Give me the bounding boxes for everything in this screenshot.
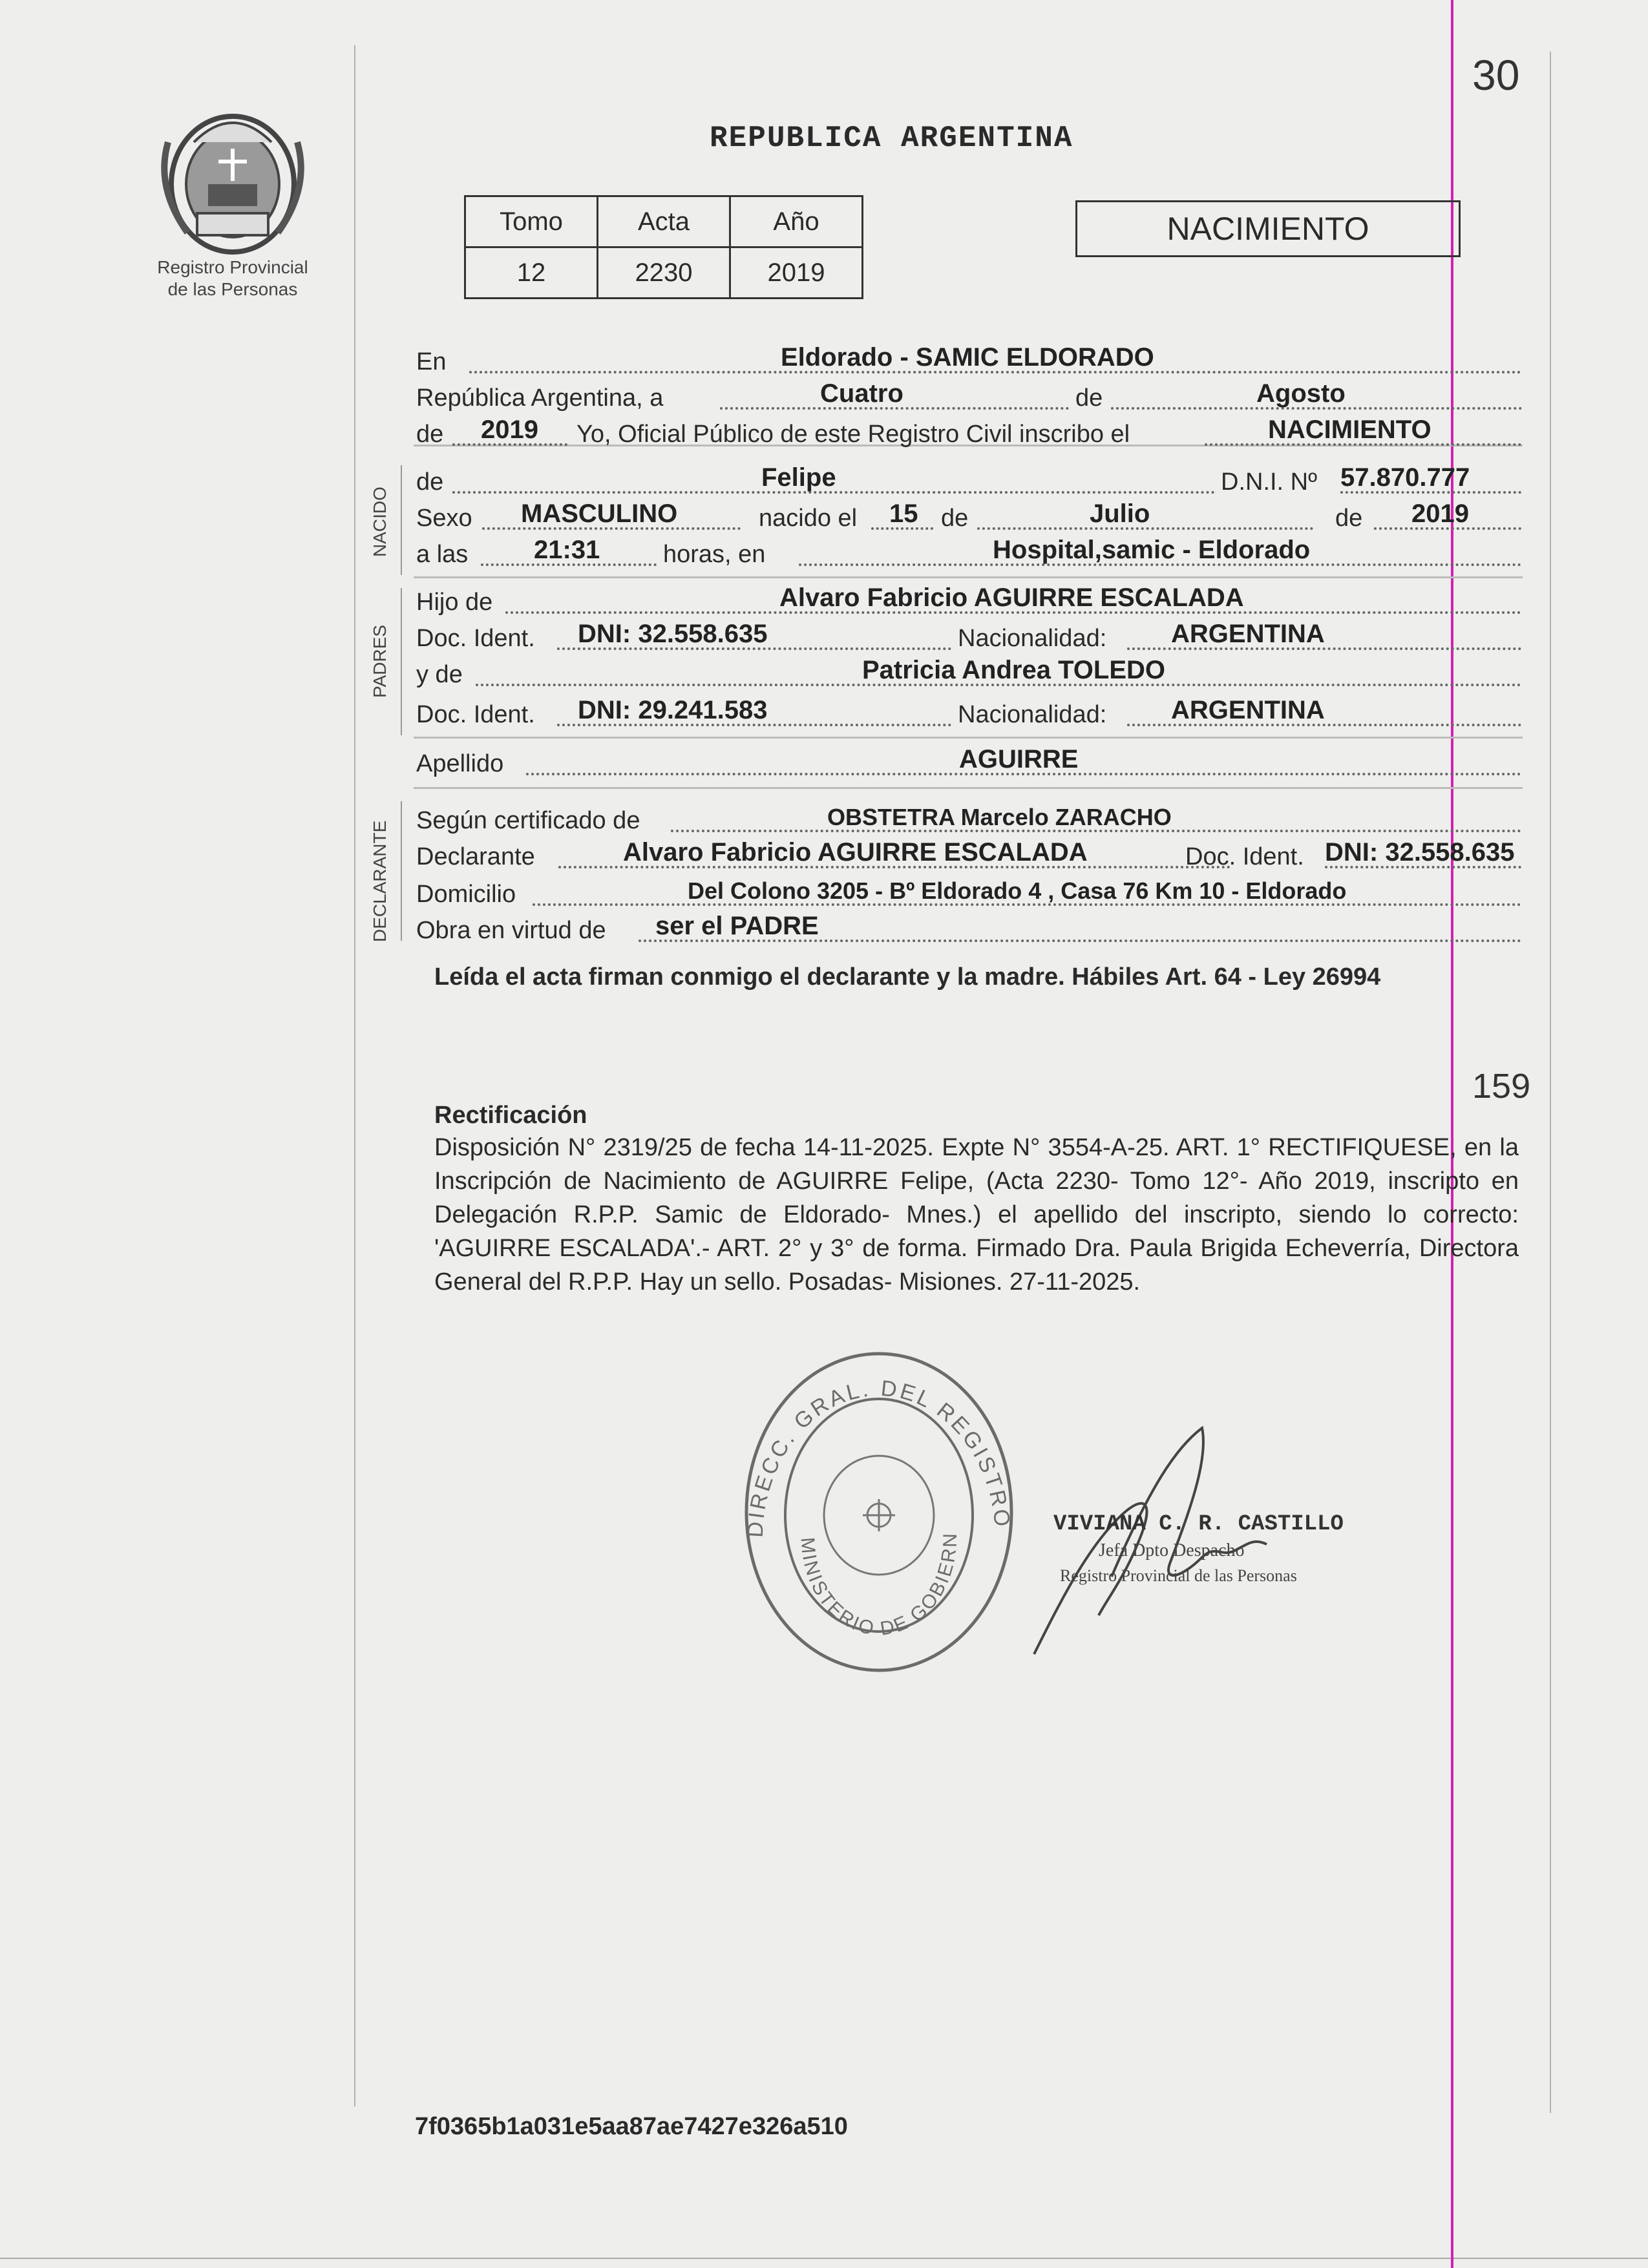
acta-header: Acta (598, 196, 730, 247)
de2-label: de (416, 421, 444, 448)
birth-time: 21:31 (534, 536, 600, 564)
row-republica (416, 379, 1523, 415)
signatory-role: Jefa Dpto Despacho (1099, 1540, 1245, 1560)
de4-label: de (941, 505, 969, 532)
registration-year: 2019 (481, 415, 538, 444)
logo-caption-2: de las Personas (167, 279, 298, 299)
handwritten-signature-icon (1008, 1409, 1370, 1667)
row-obra (416, 911, 1523, 947)
mother-nat-label: Nacionalidad: (958, 701, 1107, 728)
birth-year: 2019 (1411, 499, 1469, 528)
child-name: Felipe (761, 463, 836, 492)
rectification-body: Disposición N° 2319/25 de fecha 14-11-2025. Expte N° 3554-A-25. ART. 1° RECTIFIQUESE, en la Inscripción de Nacimiento de AGUIRRE Felipe, (Acta 2230- Tomo 12°- Año 2019, inscripto en Delegación R.P.P. Samic de Eldorado- Mnes.) el apellido del inscripto, siendo lo correcto: 'AGUIRRE ESCALADA'.- ART. 2° y 3° de forma. Firmado Dra. Paula Brigida Echeverría, Directora General del R.P.P. Hay un sello. Posadas- Misiones. 27-11-2025. (434, 1134, 1519, 1296)
province-logo (149, 103, 317, 258)
page-number: 30 (1472, 51, 1520, 99)
stamp-inner-text: MINISTERIO DE GOBIERN (796, 1531, 962, 1640)
republica-label: República Argentina, a (416, 384, 664, 412)
father-doc-label: Doc. Ident. (416, 625, 535, 652)
horas-label: horas, en (663, 541, 766, 568)
mother-doc-label: Doc. Ident. (416, 701, 535, 728)
mother-doc: DNI: 29.241.583 (578, 696, 768, 724)
logo-caption-1: Registro Provincial (157, 257, 308, 277)
dni-label: D.N.I. Nº (1221, 468, 1317, 496)
row-padre (416, 583, 1523, 619)
segun-label: Según certificado de (416, 807, 640, 834)
row-domicilio (416, 875, 1523, 911)
ano-header: Año (730, 196, 863, 247)
mother-name: Patricia Andrea TOLEDO (862, 656, 1166, 684)
acta-value: 2230 (598, 247, 730, 299)
row-certificado (416, 801, 1523, 837)
row-en (416, 342, 1523, 379)
de-label: de (1075, 384, 1103, 412)
act-value: NACIMIENTO (1268, 415, 1431, 444)
father-nationality: ARGENTINA (1171, 620, 1325, 648)
oficial-text: Yo, Oficial Público de este Registro Civil inscribo el (576, 421, 1130, 448)
registry-table (464, 195, 863, 299)
hijo-label: Hijo de (416, 589, 493, 616)
row-madre-doc (416, 695, 1523, 731)
declarant-doc: DNI: 32.558.635 (1325, 838, 1515, 866)
official-stamp (737, 1344, 1021, 1680)
place-of-registration: Eldorado - SAMIC ELDORADO (781, 343, 1154, 372)
row-oficial (416, 415, 1523, 451)
row-padre-doc (416, 619, 1523, 655)
alas-label: a las (416, 541, 469, 568)
signatory-name: VIVIANA C. R. CASTILLO (1053, 1512, 1344, 1537)
row-madre (416, 655, 1523, 691)
signatory-office: Registro Provincial de las Personas (1060, 1566, 1297, 1585)
sexo-label: Sexo (416, 505, 472, 532)
obra-label: Obra en virtud de (416, 917, 606, 944)
stamp-seal-icon (737, 1344, 1021, 1680)
section-declarante: DECLARANTE (370, 820, 390, 942)
father-name: Alvaro Fabricio AGUIRRE ESCALADA (779, 583, 1244, 612)
en-label: En (416, 348, 447, 375)
child-dni: 57.870.777 (1340, 463, 1470, 492)
declarant-address: Del Colono 3205 - Bº Eldorado 4 , Casa 76 Km 10 - Eldorado (688, 877, 1347, 904)
row-hora (416, 535, 1523, 571)
section-nacido: NACIDO (370, 487, 390, 557)
registration-month: Agosto (1256, 379, 1346, 408)
row-sexo (416, 499, 1523, 535)
tomo-header: Tomo (465, 196, 598, 247)
declarant-name: Alvaro Fabricio AGUIRRE ESCALADA (623, 838, 1088, 866)
rectification-page-number: 159 (1472, 1067, 1531, 1106)
row-declarante (416, 837, 1523, 874)
document-hash: 7f0365b1a031e5aa87ae7427e326a510 (415, 2113, 848, 2140)
registration-day: Cuatro (820, 379, 903, 408)
birth-month: Julio (1090, 499, 1150, 528)
declarante-label: Declarante (416, 843, 535, 870)
certificate-issuer: OBSTETRA Marcelo ZARACHO (827, 804, 1172, 830)
row-nombre (416, 463, 1523, 499)
row-apellido (416, 744, 1523, 781)
apellido-label: Apellido (416, 750, 504, 777)
rectification-title: Rectificación (434, 1102, 587, 1129)
father-nat-label: Nacionalidad: (958, 625, 1107, 652)
act-type-box: NACIMIENTO (1075, 200, 1461, 257)
father-doc: DNI: 32.558.635 (578, 620, 768, 648)
stamp-outer-text: DIRECC. GRAL. DEL REGISTRO (743, 1376, 1015, 1538)
surname: AGUIRRE (959, 745, 1079, 773)
tomo-value: 12 (465, 247, 598, 299)
mother-nationality: ARGENTINA (1171, 696, 1325, 724)
coat-of-arms-icon (149, 103, 317, 258)
yde-label: y de (416, 661, 463, 688)
decl-doc-label: Doc. Ident. (1185, 843, 1304, 870)
domicilio-label: Domicilio (416, 881, 516, 908)
child-sex: MASCULINO (521, 499, 678, 528)
declarant-relation: ser el PADRE (655, 912, 819, 940)
closing-text: Leída el acta firman conmigo el declarante y la madre. Hábiles Art. 64 - Ley 26994 (434, 963, 1381, 991)
birth-day: 15 (889, 499, 918, 528)
nacido-label: nacido el (759, 505, 858, 532)
document-title: REPUBLICA ARGENTINA (710, 121, 1073, 155)
section-padres: PADRES (370, 624, 390, 698)
birth-place: Hospital,samic - Eldorado (993, 536, 1311, 564)
de5-label: de (1335, 505, 1363, 532)
ano-value: 2019 (730, 247, 863, 299)
signature-block (1008, 1409, 1370, 1667)
de3-label: de (416, 468, 444, 496)
